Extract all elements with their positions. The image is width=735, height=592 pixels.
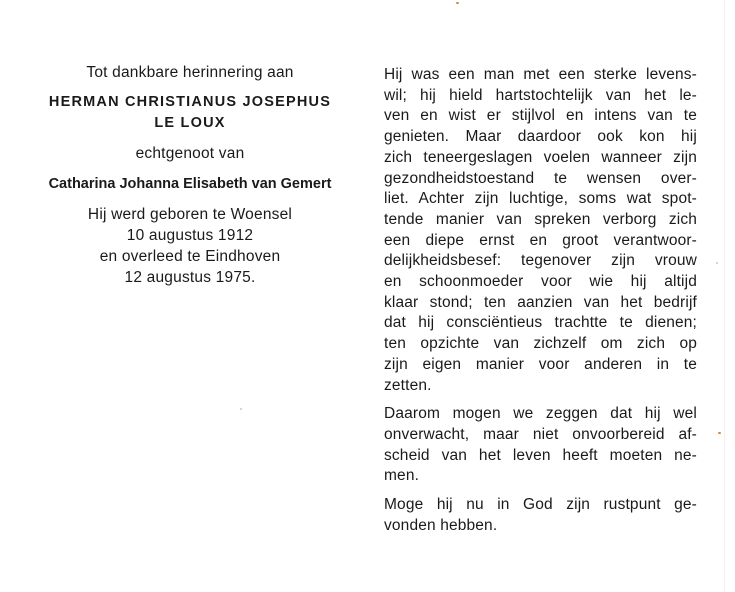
paragraph-life	[384, 65, 697, 396]
relation-text: echtgenoot van	[135, 145, 245, 162]
paragraph-prayer	[384, 495, 697, 536]
text-line: genieten. Maar daardoor ook kon hij	[384, 128, 697, 146]
text-line: dat hij consciëntieus trachtte te dienen;	[384, 314, 697, 332]
text-line: een diepe ernst en groot verantwoor-	[384, 231, 697, 249]
text-line: gezondheidstoestand te wensen over-	[384, 169, 697, 187]
death-place-text: en overleed te Eindhoven	[99, 248, 281, 265]
text-line: en schoonmoeder voor wie hij altijd	[384, 273, 697, 291]
text-line: tende manier van spreken verborg zich	[384, 210, 697, 228]
deceased-name-line-1: HERMAN CHRISTIANUS JOSEPHUS	[48, 94, 332, 110]
right-column	[384, 65, 697, 544]
paragraph-farewell	[384, 404, 697, 487]
left-column	[30, 62, 350, 288]
text-line: men.	[384, 467, 420, 485]
text-line: ven en wist er stijlvol en intens van te	[384, 107, 697, 125]
text-line: zetten.	[384, 376, 432, 394]
paper-speck	[240, 408, 242, 410]
text-line: zich teneergeslagen voelen wanneer zijn	[384, 148, 697, 166]
text-line: wil; hij hield hartstochtelijk van het le-	[384, 86, 697, 104]
text-line: Moge hij nu in God zijn rustpunt ge-	[384, 496, 697, 514]
text-line: scheid van het leven heeft moeten ne-	[384, 446, 697, 464]
spouse-name: Catharina Johanna Elisabeth van Gemert	[48, 176, 332, 192]
intro-text: Tot dankbare herinnering aan	[86, 64, 294, 81]
paper-speck	[716, 262, 718, 264]
birth-date: 10 augustus 1912	[126, 227, 254, 244]
text-line: liet. Achter zijn luchtige, soms wat spot-	[384, 190, 697, 208]
text-line: ten opzichte van zichzelf om zich op	[384, 335, 697, 353]
paper-edge	[724, 0, 725, 592]
birth-place-text: Hij werd geboren te Woensel	[87, 206, 293, 223]
death-date: 12 augustus 1975.	[124, 269, 256, 286]
deceased-name-line-2: LE LOUX	[154, 115, 226, 131]
paper-speck	[456, 2, 459, 4]
text-line: zijn eigen manier voor anderen in te	[384, 355, 697, 373]
text-line: vonden hebben.	[384, 516, 498, 534]
text-line: Hij was een man met een sterke levens-	[384, 66, 697, 83]
paper-speck	[718, 432, 721, 434]
text-line: Daarom mogen we zeggen dat hij wel	[384, 405, 697, 423]
text-line: onverwacht, maar niet onvoorbereid af-	[384, 425, 697, 443]
text-line: delijkheidsbesef: tegenover zijn vrouw	[384, 252, 697, 270]
text-line: klaar stond; ten aanzien van het bedrijf	[384, 293, 697, 311]
